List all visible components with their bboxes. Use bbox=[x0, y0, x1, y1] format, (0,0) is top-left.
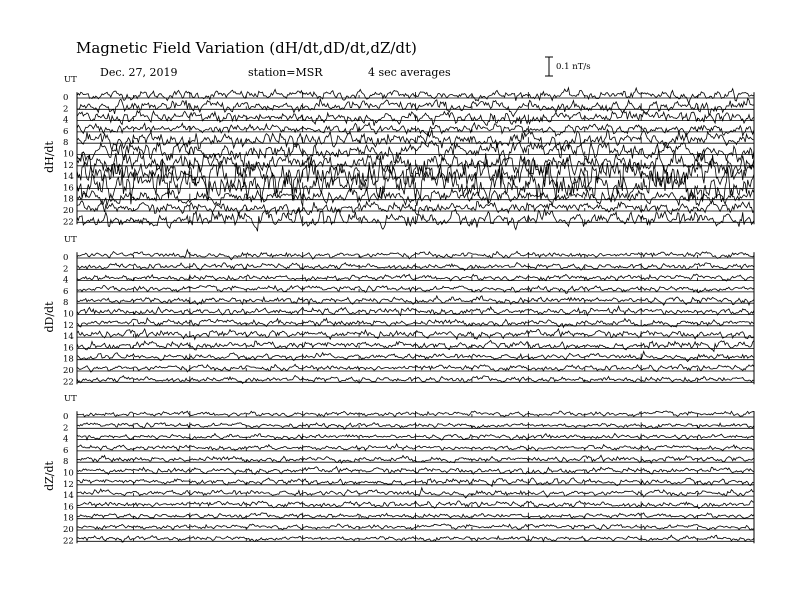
row-label-10: 10 bbox=[63, 468, 74, 479]
averaging-label: 4 sec averages bbox=[368, 66, 451, 79]
panel-dhdt bbox=[43, 75, 754, 231]
row-label-0: 0 bbox=[63, 412, 69, 422]
trace-dddt-16 bbox=[77, 340, 754, 351]
row-label-12: 12 bbox=[63, 320, 74, 331]
row-label-16: 16 bbox=[63, 183, 74, 194]
row-label-12: 12 bbox=[63, 160, 74, 171]
row-label-14: 14 bbox=[63, 491, 74, 502]
ut-axis-label: UT bbox=[64, 75, 77, 85]
row-label-10: 10 bbox=[63, 309, 74, 320]
row-label-6: 6 bbox=[63, 286, 69, 297]
scale-bar bbox=[545, 57, 591, 76]
row-label-18: 18 bbox=[63, 354, 74, 365]
row-label-0: 0 bbox=[63, 253, 69, 263]
row-label-0: 0 bbox=[63, 93, 69, 103]
panel-ylabel: dZ/dt bbox=[43, 461, 56, 491]
row-label-20: 20 bbox=[63, 366, 74, 376]
row-label-4: 4 bbox=[63, 115, 69, 126]
row-label-2: 2 bbox=[63, 264, 69, 275]
trace-dhdt-6 bbox=[77, 123, 754, 137]
row-label-12: 12 bbox=[63, 479, 74, 490]
panel-dddt bbox=[43, 235, 754, 387]
panel-ylabel: dD/dt bbox=[43, 301, 56, 333]
scale-bar-label: 0.1 nT/s bbox=[556, 62, 591, 72]
row-label-8: 8 bbox=[63, 298, 69, 309]
row-label-22: 22 bbox=[63, 217, 74, 228]
date-label: Dec. 27, 2019 bbox=[100, 66, 178, 79]
row-label-8: 8 bbox=[63, 138, 69, 149]
row-label-2: 2 bbox=[63, 104, 69, 115]
row-label-2: 2 bbox=[63, 423, 69, 434]
row-label-22: 22 bbox=[63, 536, 74, 547]
panels-group bbox=[43, 75, 754, 546]
row-label-20: 20 bbox=[63, 206, 74, 216]
ut-axis-label: UT bbox=[64, 235, 77, 245]
row-label-22: 22 bbox=[63, 377, 74, 388]
row-label-18: 18 bbox=[63, 513, 74, 524]
row-label-8: 8 bbox=[63, 457, 69, 468]
row-label-4: 4 bbox=[63, 275, 69, 286]
row-label-20: 20 bbox=[63, 525, 74, 535]
row-label-14: 14 bbox=[63, 332, 74, 343]
row-label-6: 6 bbox=[63, 445, 69, 456]
row-label-4: 4 bbox=[63, 434, 69, 445]
row-label-16: 16 bbox=[63, 343, 74, 354]
station-label: station=MSR bbox=[248, 66, 323, 79]
row-label-14: 14 bbox=[63, 172, 74, 183]
trace-dhdt-2 bbox=[77, 98, 754, 116]
row-label-18: 18 bbox=[63, 194, 74, 205]
row-label-16: 16 bbox=[63, 502, 74, 513]
trace-dhdt-4 bbox=[77, 111, 754, 126]
row-label-6: 6 bbox=[63, 126, 69, 137]
panel-ylabel: dH/dt bbox=[43, 141, 56, 173]
chart-title: Magnetic Field Variation (dH/dt,dD/dt,dZ/dt) bbox=[76, 39, 417, 57]
ut-axis-label: UT bbox=[64, 394, 77, 404]
panel-dzdt bbox=[43, 394, 754, 546]
row-label-10: 10 bbox=[63, 149, 74, 160]
